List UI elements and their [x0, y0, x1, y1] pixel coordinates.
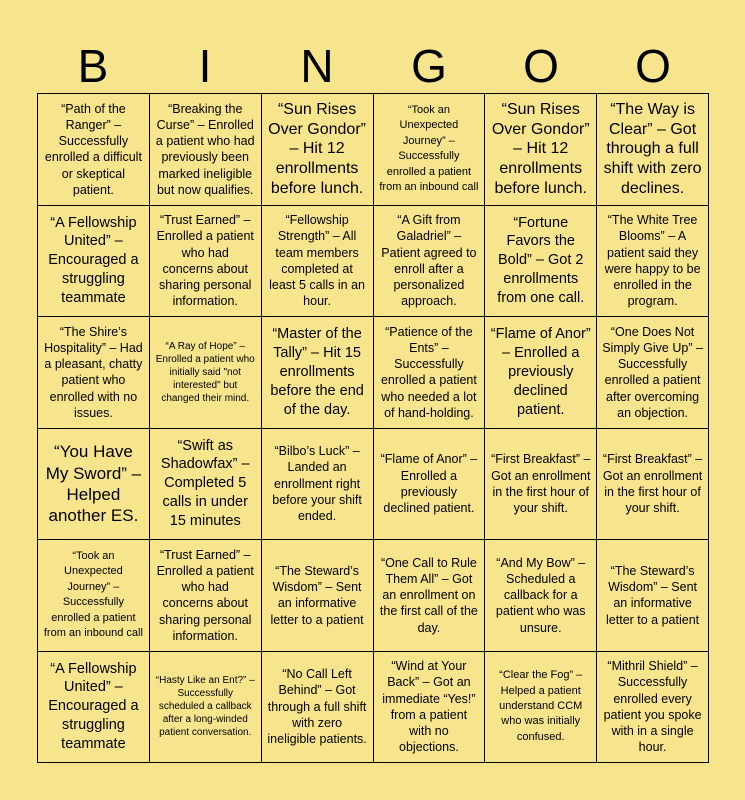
cell-text: “A Fellowship United” – Encouraged a struggling teammate	[48, 214, 139, 307]
cell-text: “Fellowship Strength” – All team members completed at least 5 calls in an hour.	[269, 213, 366, 309]
bingo-cell[interactable]	[262, 206, 374, 318]
cell-text: “One Does Not Simply Give Up” – Successfully enrolled a patient after overcoming an objection.	[602, 324, 703, 420]
bingo-cell[interactable]	[485, 206, 597, 318]
cell-text: “Clear the Fog” – Helped a patient understand CCM who was initially confused.	[499, 669, 583, 743]
header-letter-o: O	[523, 39, 559, 92]
cell-text: “A Fellowship United” – Encouraged a struggling teammate	[48, 660, 139, 753]
cell-text: “The Shire’s Hospitality” – Had a pleasant, chatty patient who enrolled with no issues.	[44, 324, 143, 420]
cell-text: “Sun Rises Over Gondor” – Hit 12 enrollments before lunch.	[268, 101, 366, 197]
bingo-cell[interactable]	[485, 94, 597, 206]
bingo-cell[interactable]	[597, 94, 709, 206]
bingo-cell[interactable]	[150, 206, 262, 318]
cell-text: “Mithril Shield” – Successfully enrolled every patient you spoke with in a single hour.	[603, 659, 702, 755]
cell-text: “One Call to Rule Them All” – Got an enrollment on the first call of the day.	[379, 555, 478, 635]
cell-text: “Sun Rises Over Gondor” – Hit 12 enrollments before lunch.	[491, 101, 590, 197]
bingo-grid	[37, 93, 709, 763]
bingo-cell[interactable]	[374, 206, 486, 318]
bingo-cell[interactable]	[597, 429, 709, 541]
bingo-cell[interactable]	[485, 540, 597, 652]
cell-text: “Took an Unexpected Journey” – Successfully enrolled a patient from an inbound call	[379, 104, 479, 194]
bingo-header	[37, 38, 709, 93]
bingo-cell[interactable]	[262, 540, 374, 652]
bingo-cell[interactable]	[597, 540, 709, 652]
bingo-cell[interactable]	[38, 540, 150, 652]
bingo-cell[interactable]	[374, 540, 486, 652]
bingo-cell[interactable]	[38, 206, 150, 318]
cell-text: “The White Tree Blooms” – A patient said they were happy to be enrolled in the program.	[604, 213, 701, 309]
bingo-cell[interactable]	[262, 94, 374, 206]
bingo-cell[interactable]	[38, 94, 150, 206]
bingo-cell[interactable]	[150, 429, 262, 541]
bingo-cell[interactable]	[262, 429, 374, 541]
header-letter-i: I	[198, 39, 212, 92]
bingo-cell[interactable]	[374, 652, 486, 764]
cell-text: “Swift as Shadowfax” – Completed 5 calls in under 15 minutes	[160, 437, 250, 530]
cell-text: “And My Bow” – Scheduled a callback for a patient who was unsure.	[495, 555, 586, 635]
cell-text: “Flame of Anor” – Enrolled a previously declined patient.	[490, 326, 591, 418]
cell-text: “Wind at Your Back” – Got an immediate “Yes!” from a patient with no objections.	[382, 659, 476, 755]
cell-text: “First Breakfast” – Got an enrollment in the first hour of your shift.	[602, 452, 703, 515]
bingo-cell[interactable]	[597, 206, 709, 318]
bingo-cell[interactable]	[38, 652, 150, 764]
header-letter-g: G	[411, 39, 447, 92]
cell-text: “First Breakfast” – Got an enrollment in the first hour of your shift.	[491, 452, 591, 515]
bingo-cell[interactable]	[38, 317, 150, 429]
bingo-cell[interactable]	[150, 540, 262, 652]
bingo-cell[interactable]	[150, 652, 262, 764]
bingo-cell[interactable]	[150, 94, 262, 206]
cell-text: “You Have My Sword” – Helped another ES.	[45, 442, 142, 525]
cell-text: “Trust Earned” – Enrolled a patient who had concerns about sharing personal information.	[156, 547, 254, 643]
cell-text: “Fortune Favors the Bold” – Got 2 enrollments from one call.	[497, 214, 585, 307]
bingo-cell[interactable]	[150, 317, 262, 429]
bingo-cell[interactable]	[374, 429, 486, 541]
bingo-cell[interactable]	[485, 317, 597, 429]
bingo-cell[interactable]	[485, 652, 597, 764]
cell-text: “Hasty Like an Ent?” – Successfully scheduled a callback after a long-winded patient conversation.	[155, 675, 255, 739]
bingo-cell[interactable]	[374, 317, 486, 429]
bingo-cell[interactable]	[597, 317, 709, 429]
cell-text: “The Way is Clear” – Got through a full shift with zero declines.	[603, 101, 702, 197]
header-letter-o-2: O	[635, 39, 671, 92]
bingo-cell[interactable]	[38, 429, 150, 541]
bingo-cell[interactable]	[597, 652, 709, 764]
cell-text: “Breaking the Curse” – Enrolled a patient who had previously been marked ineligible but now qualifies.	[155, 101, 255, 197]
cell-text: “The Steward’s Wisdom” – Sent an informative letter to a patient	[270, 563, 364, 627]
cell-text: “Patience of the Ents” – Successfully enrolled a patient who needed a lot of hand-holding.	[380, 324, 477, 420]
cell-text: “Trust Earned” – Enrolled a patient who had concerns about sharing personal information.	[156, 213, 254, 309]
cell-text: “Flame of Anor” – Enrolled a previously declined patient.	[380, 452, 478, 515]
cell-text: “A Gift from Galadriel” – Patient agreed to enroll after a personalized approach.	[381, 213, 477, 309]
bingo-cell[interactable]	[485, 429, 597, 541]
cell-text: “A Ray of Hope” – Enrolled a patient who initially said "not interested" but changed their mind.	[155, 340, 255, 404]
cell-text: “Took an Unexpected Journey” – Successfully enrolled a patient from an inbound call	[43, 550, 143, 640]
bingo-cell[interactable]	[262, 652, 374, 764]
cell-text: “No Call Left Behind” – Got through a full shift with zero ineligible patients.	[267, 667, 367, 747]
header-letter-b: B	[77, 39, 109, 92]
cell-text: “Path of the Ranger” – Successfully enrolled a difficult or skeptical patient.	[44, 101, 142, 197]
bingo-cell[interactable]	[374, 94, 486, 206]
cell-text: “Master of the Tally” – Hit 15 enrollments before the end of the day.	[270, 326, 364, 418]
cell-text: “Bilbo’s Luck” – Landed an enrollment right before your shift ended.	[272, 444, 362, 524]
cell-text: “The Steward’s Wisdom” – Sent an informative letter to a patient	[606, 563, 700, 627]
header-letter-n: N	[300, 39, 334, 92]
bingo-cell[interactable]	[262, 317, 374, 429]
